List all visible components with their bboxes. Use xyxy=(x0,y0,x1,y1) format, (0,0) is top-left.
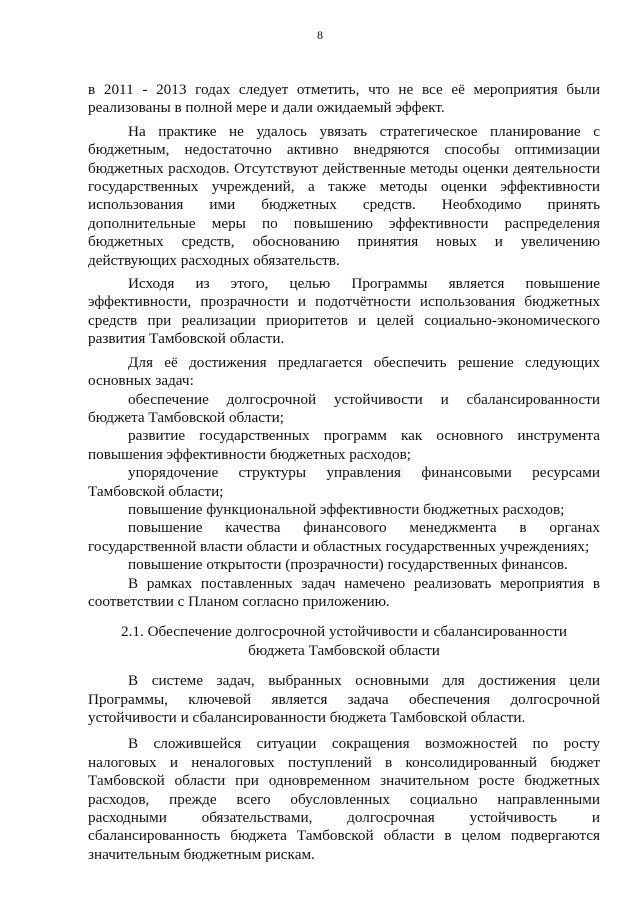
task-item-transparency: повышение открытости (прозрачности) государственных финансов. xyxy=(128,556,568,574)
page-number: 8 xyxy=(317,28,323,42)
section-heading-line-2: бюджета Тамбовской области xyxy=(248,641,440,659)
section-heading xyxy=(88,623,600,660)
paragraph-tasks-intro: Для её достижения предлагается обеспечить решение следующих основных задач: xyxy=(88,353,600,390)
section-paragraph-key-task: В системе задач, выбранных основными для достижения цели Программы, ключевой является задача обеспечения долгосрочной устойчивости и сбалансированности бюджета Тамбовской области. xyxy=(88,672,600,726)
task-item-structure: упорядочение структуры управления финансовыми ресурсами Тамбовской области; xyxy=(88,464,600,500)
task-item-programs: развитие государственных программ как основного инструмента повышения эффективности бюджетных расходов; xyxy=(88,427,600,463)
paragraph-practice: На практике не удалось увязать стратегическое планирование с бюджетным, недостаточно активно внедряются способы оптимизации бюджетных расходов. Отсутствуют действенные методы оценки деятельности государственных учреждений, а также методы оценки эффективности использования ими бюджетных средств. Необходимо принять дополнительные меры по повышению эффективности распределения бюджетных средств, обоснованию принятия новых и увеличению действующих расходных обязательств. xyxy=(88,122,600,269)
task-item-efficiency: повышение функциональной эффективности бюджетных расходов; xyxy=(128,500,565,518)
section-paragraph-risks: В сложившейся ситуации сокращения возможностей по росту налоговых и неналоговых поступлений в консолидированный бюджет Тамбовской области при одновременном значительном росте бюджетных расходов, прежде всего обусловленных социально направленными расходными обязательствами, долгосрочная устойчивость и сбалансированность бюджета Тамбовской области в целом подвергаются значительным бюджетным рискам. xyxy=(88,735,600,863)
section-heading-line-1: 2.1. Обеспечение долгосрочной устойчивости и сбалансированности xyxy=(121,623,567,641)
task-item-stability: обеспечение долгосрочной устойчивости и сбалансированности бюджета Тамбовской области; xyxy=(88,390,600,426)
document-body xyxy=(88,81,600,864)
task-item-management: повышение качества финансового менеджмента в органах государственной власти области и областных государственных учреждениях; xyxy=(88,519,600,555)
paragraph-program-goal: Исходя из этого, целью Программы является повышение эффективности, прозрачности и подотчётности использования бюджетных средств при реализации приоритетов и целей социально-экономического развития Тамбовской области. xyxy=(88,275,600,348)
paragraph-continuation: в 2011 - 2013 годах следует отметить, что не все её мероприятия были реализованы в полной мере и дали ожидаемый эффект. xyxy=(88,81,600,117)
paragraph-plan-reference: В рамках поставленных задач намечено реализовать мероприятия в соответствии с Планом согласно приложению. xyxy=(88,574,600,610)
